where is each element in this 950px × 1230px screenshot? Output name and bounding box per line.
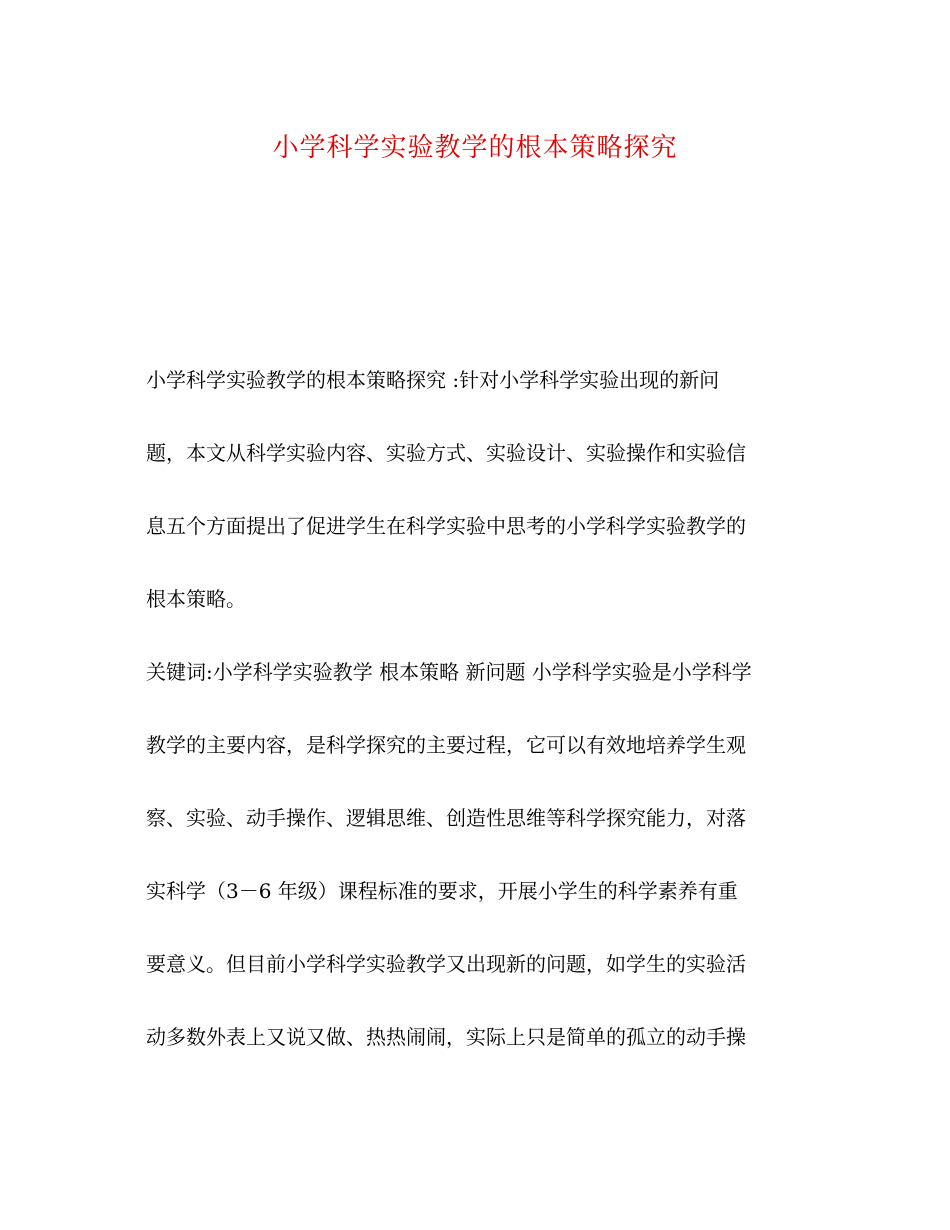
document-body (146, 360, 816, 1090)
document-title: 小学科学实验教学的根本策略探究 (272, 133, 678, 163)
text-line: 实科学（3－6 年级）课程标准的要求，开展小学生的科学素养有重 (146, 879, 738, 903)
text-line: 动多数外表上又说又做、热热闹闹，实际上只是简单的孤立的动手操 (146, 1025, 746, 1049)
text-line: 教学的主要内容，是科学探究的主要过程，它可以有效地培养学生观 (146, 733, 746, 757)
text-line: 题，本文从科学实验内容、实验方式、实验设计、实验操作和实验信 (146, 441, 746, 465)
text-line: 根本策略。 (146, 587, 246, 611)
text-line: 关键词:小学科学实验教学 根本策略 新问题 小学科学实验是小学科学 (146, 660, 752, 684)
text-line: 察、实验、动手操作、逻辑思维、创造性思维等科学探究能力，对落 (146, 806, 746, 830)
text-line: 息五个方面提出了促进学生在科学实验中思考的小学科学实验教学的 (146, 514, 746, 538)
text-line: 要意义。但目前小学科学实验教学又出现新的问题，如学生的实验活 (146, 952, 746, 976)
text-line: 小学科学实验教学的根本策略探究 :针对小学科学实验出现的新问 (146, 368, 720, 392)
